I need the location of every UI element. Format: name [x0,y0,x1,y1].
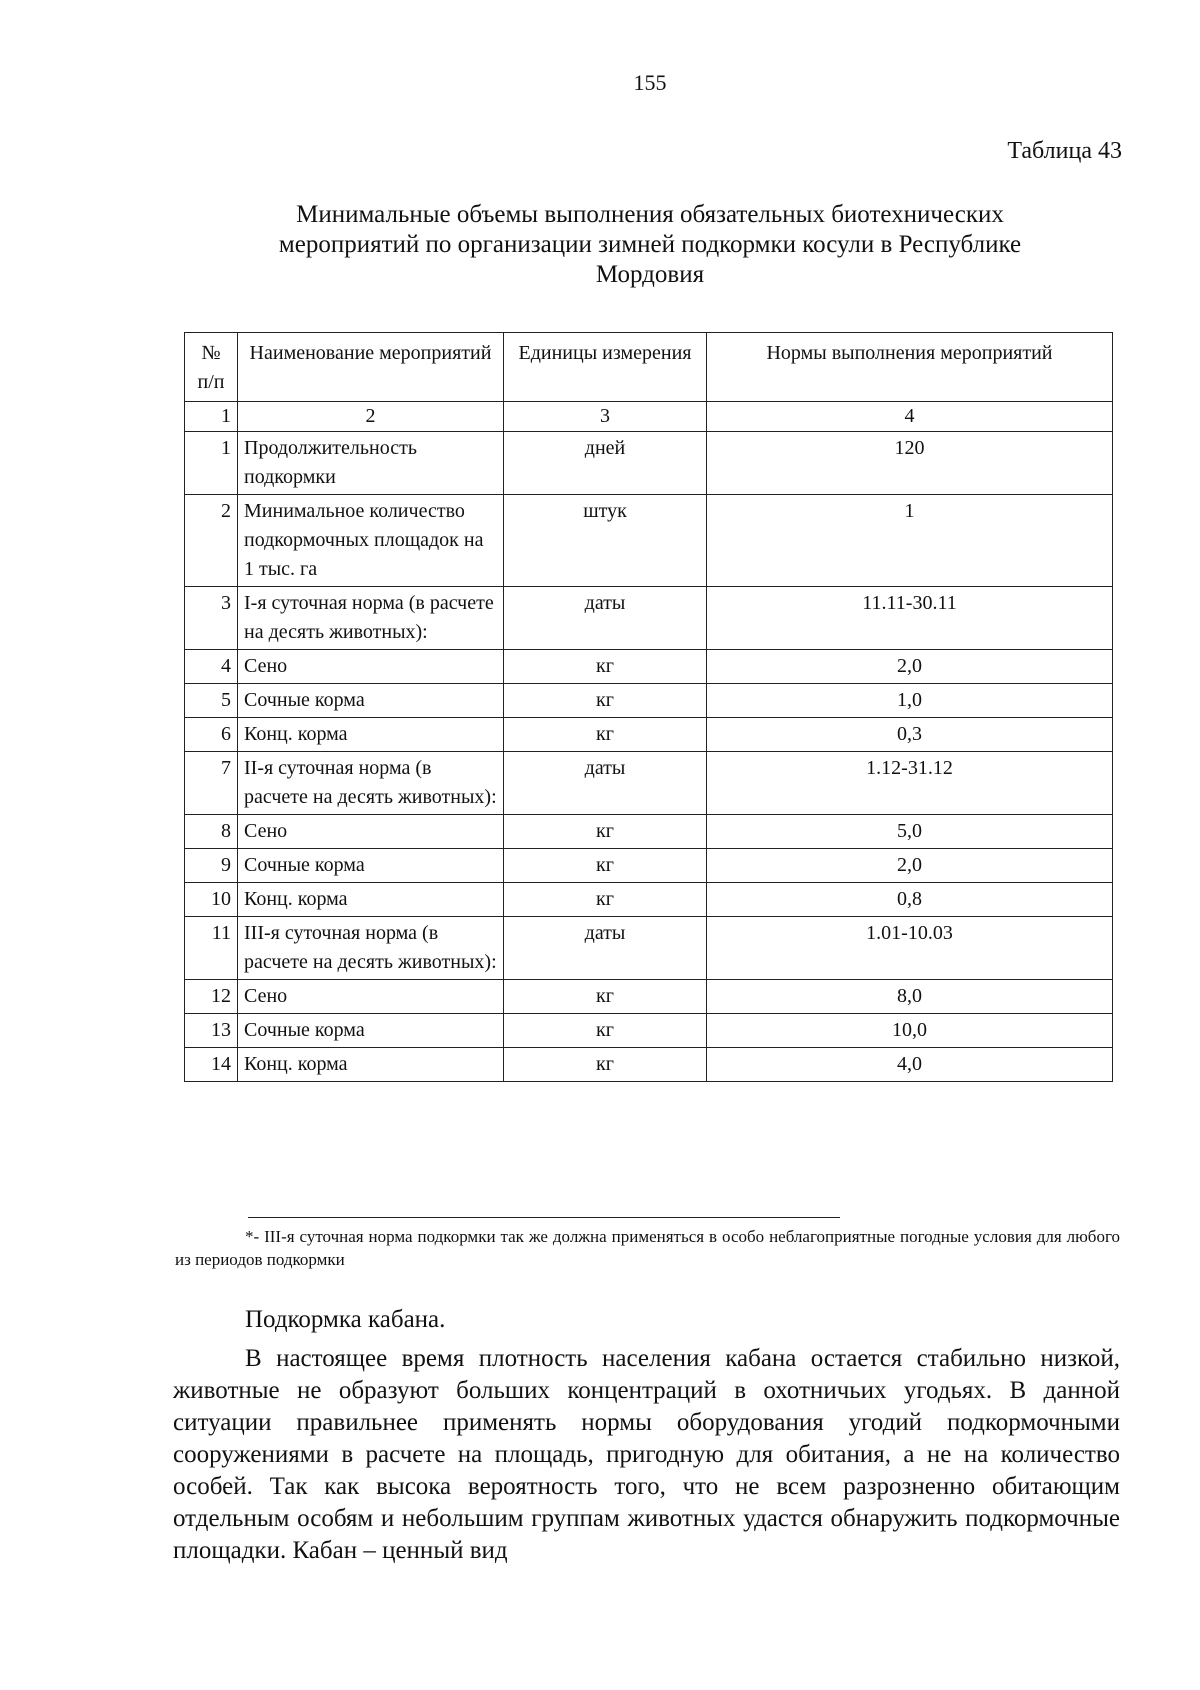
row-norm-cell: 11.11-30.11 [707,587,1113,650]
row-name-cell: Продолжительность подкормки [238,432,504,495]
row-name-cell: Сено [238,650,504,684]
row-num-cell: 1 [185,432,238,495]
row-norm-cell: 1.12-31.12 [707,752,1113,815]
table-row [185,752,1113,815]
norms-table [184,332,1113,1082]
row-norm-cell: 1.01-10.03 [707,917,1113,980]
row-num-cell: 13 [185,1014,238,1048]
row-num-cell: 14 [185,1048,238,1082]
row-name-cell: II-я суточная норма (в расчете на десять животных): [238,752,504,815]
table-row [185,587,1113,650]
row-name-cell: Конц. корма [238,883,504,917]
table-row [185,495,1113,587]
header-num: № п/п [185,333,238,402]
row-norm-cell: 120 [707,432,1113,495]
row-norm-cell: 2,0 [707,650,1113,684]
table-title [175,200,1125,290]
section-heading: Подкормка кабана. [245,1306,446,1333]
row-norm-cell: 2,0 [707,849,1113,883]
index-cell: 2 [238,402,504,432]
row-norm-cell: 0,3 [707,718,1113,752]
table-row [185,650,1113,684]
row-unit-cell: даты [504,587,707,650]
footnote-divider [248,1217,840,1218]
row-norm-cell: 1 [707,495,1113,587]
row-unit-cell: кг [504,650,707,684]
row-unit-cell: кг [504,1048,707,1082]
row-unit-cell: кг [504,883,707,917]
table-row [185,684,1113,718]
table-title-line-3: Мордовия [595,261,705,288]
row-num-cell: 7 [185,752,238,815]
row-norm-cell: 10,0 [707,1014,1113,1048]
row-unit-cell: кг [504,815,707,849]
table-row [185,980,1113,1014]
row-num-cell: 3 [185,587,238,650]
row-unit-cell: кг [504,684,707,718]
index-cell: 1 [185,402,238,432]
row-norm-cell: 8,0 [707,980,1113,1014]
row-norm-cell: 1,0 [707,684,1113,718]
row-name-cell: Сено [238,980,504,1014]
row-num-cell: 10 [185,883,238,917]
row-unit-cell: кг [504,718,707,752]
body-paragraph: В настоящее время плотность населения кабана остается стабильно низкой, животные не образуют больших концентраций в охотничьих угодьях. В данной ситуации правильнее применять нормы оборудования угодий подкормочными сооружениями в расчете на площадь, пригодную для обитания, а не на количество особей. Так как высока вероятность того, что не всем разрозненно обитающим отдельным особям и небольшим группам животных удастся обнаружить подкормочные площадки. Кабан – ценный вид [173,1345,1120,1564]
table-row [185,432,1113,495]
row-unit-cell: даты [504,917,707,980]
row-unit-cell: кг [504,1014,707,1048]
row-unit-cell: кг [504,849,707,883]
page-number: 155 [633,70,667,95]
row-name-cell: Сочные корма [238,849,504,883]
row-unit-cell: дней [504,432,707,495]
table-label: Таблица 43 [1007,138,1122,164]
table-row [185,883,1113,917]
row-name-cell: Конц. корма [238,1048,504,1082]
row-num-cell: 2 [185,495,238,587]
table-row [185,718,1113,752]
row-num-cell: 5 [185,684,238,718]
row-name-cell: Минимальное количество подкормочных площадок на 1 тыс. га [238,495,504,587]
row-num-cell: 6 [185,718,238,752]
row-num-cell: 12 [185,980,238,1014]
row-name-cell: Конц. корма [238,718,504,752]
table-row [185,849,1113,883]
row-num-cell: 9 [185,849,238,883]
row-unit-cell: штук [504,495,707,587]
table-title-line-1: Минимальные объемы выполнения обязательных биотехнических [296,201,1004,228]
table-index-row [185,402,1113,432]
table-title-line-2: мероприятий по организации зимней подкормки косули в Республике [278,231,1022,258]
row-name-cell: Сочные корма [238,1014,504,1048]
row-norm-cell: 4,0 [707,1048,1113,1082]
row-norm-cell: 5,0 [707,815,1113,849]
index-cell: 3 [504,402,707,432]
row-num-cell: 11 [185,917,238,980]
row-unit-cell: даты [504,752,707,815]
row-num-cell: 4 [185,650,238,684]
row-name-cell: Сочные корма [238,684,504,718]
header-unit: Единицы измерения [504,333,707,402]
table-row [185,1014,1113,1048]
header-name: Наименование мероприятий [238,333,504,402]
table-row [185,1048,1113,1082]
row-name-cell: I-я суточная норма (в расчете на десять животных): [238,587,504,650]
table-row [185,917,1113,980]
index-cell: 4 [707,402,1113,432]
table-body [185,432,1113,1082]
footnote: *- III-я суточная норма подкормки так же должна применяться в особо неблагоприятные погодные условия для любого из периодов подкормки [175,1227,1120,1269]
table-row [185,815,1113,849]
row-name-cell: III-я суточная норма (в расчете на десять животных): [238,917,504,980]
header-norm: Нормы выполнения мероприятий [707,333,1113,402]
table-header-row [185,333,1113,402]
row-norm-cell: 0,8 [707,883,1113,917]
row-name-cell: Сено [238,815,504,849]
row-unit-cell: кг [504,980,707,1014]
row-num-cell: 8 [185,815,238,849]
